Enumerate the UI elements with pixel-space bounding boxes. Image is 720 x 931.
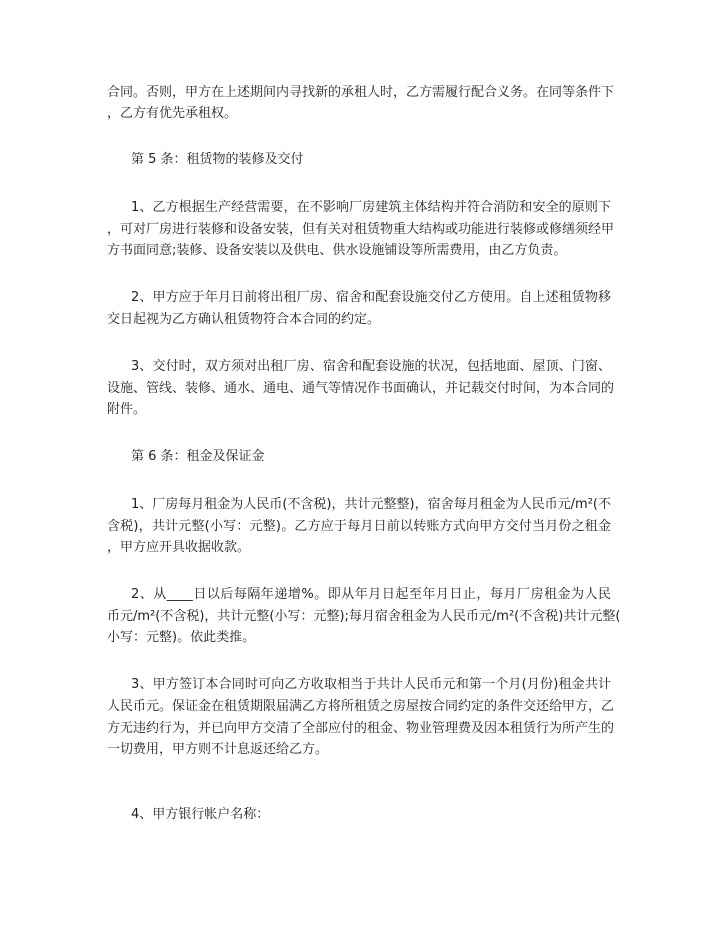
text-line: 3、交付时，双方须对出租厂房、宿舍和配套设施的状况，包括地面、屋顶、门窗、 bbox=[131, 359, 611, 374]
text-line: ，甲方应开具收据收款。 bbox=[107, 540, 251, 555]
text-line: 附件。 bbox=[107, 402, 147, 417]
text-line: 人民币元。保证金在租赁期限届满乙方将所租赁之房屋按合同约定的条件交还给甲方，乙 bbox=[107, 699, 615, 714]
section-heading: 第 6 条：租金及保证金 bbox=[131, 449, 265, 464]
text-line: 1、乙方根据生产经营需要，在不影响厂房建筑主体结构并符合消防和安全的原则下 bbox=[131, 200, 611, 215]
text-line: 含税)，共计元整(小写：元整)。乙方应于每月日前以转账方式向甲方交付当月份之租金 bbox=[107, 519, 611, 534]
text-line: 设施、管线、装修、通水、通电、通气等情况作书面确认，并记载交付时间，为本合同的 bbox=[107, 381, 615, 396]
text-line: 2、甲方应于年月日前将出租厂房、宿舍和配套设施交付乙方使用。自上述租赁物移 bbox=[131, 290, 611, 305]
text-line: 4、甲方银行帐户名称： bbox=[131, 807, 270, 822]
text-line: 一切费用，甲方则不计息返还给乙方。 bbox=[107, 742, 329, 757]
text-line: ，可对厂房进行装修和设备安装，但有关对租赁物重大结构或功能进行装修或修缮须经甲 bbox=[107, 222, 615, 237]
section-heading: 第 5 条：租赁物的装修及交付 bbox=[131, 152, 304, 167]
text-line: 3、甲方签订本合同时可向乙方收取相当于共计人民币元和第一个月(月份)租金共计 bbox=[131, 677, 611, 692]
text-line: 交日起视为乙方确认租赁物符合本合同的约定。 bbox=[107, 312, 381, 327]
text-line: 方书面同意;装修、设备安装以及供电、供水设施铺设等所需费用，由乙方负责。 bbox=[107, 243, 567, 258]
text-line: 合同。否则，甲方在上述期间内寻找新的承租人时，乙方需履行配合义务。在同等条件下 bbox=[107, 85, 615, 100]
text-line: 方无违约行为，并已向甲方交清了全部应付的租金、物业管理费及因本租赁行为所产生的 bbox=[107, 721, 615, 736]
text-line: 2、从____日以后每隔年递增%。即从年月日起至年月日止，每月厂房租金为人民 bbox=[131, 587, 611, 602]
text-line: 小写：元整)。依此类推。 bbox=[107, 630, 256, 645]
text-line: 币元/m²(不含税)，共计元整(小写：元整);每月宿舍租金为人民币元/m²(不含税)共计元整( bbox=[107, 609, 621, 624]
text-line: ，乙方有优先承租权。 bbox=[107, 106, 238, 121]
text-line: 1、厂房每月租金为人民币(不含税)，共计元整整)，宿舍每月租金为人民币元/m²(不 bbox=[131, 497, 611, 512]
